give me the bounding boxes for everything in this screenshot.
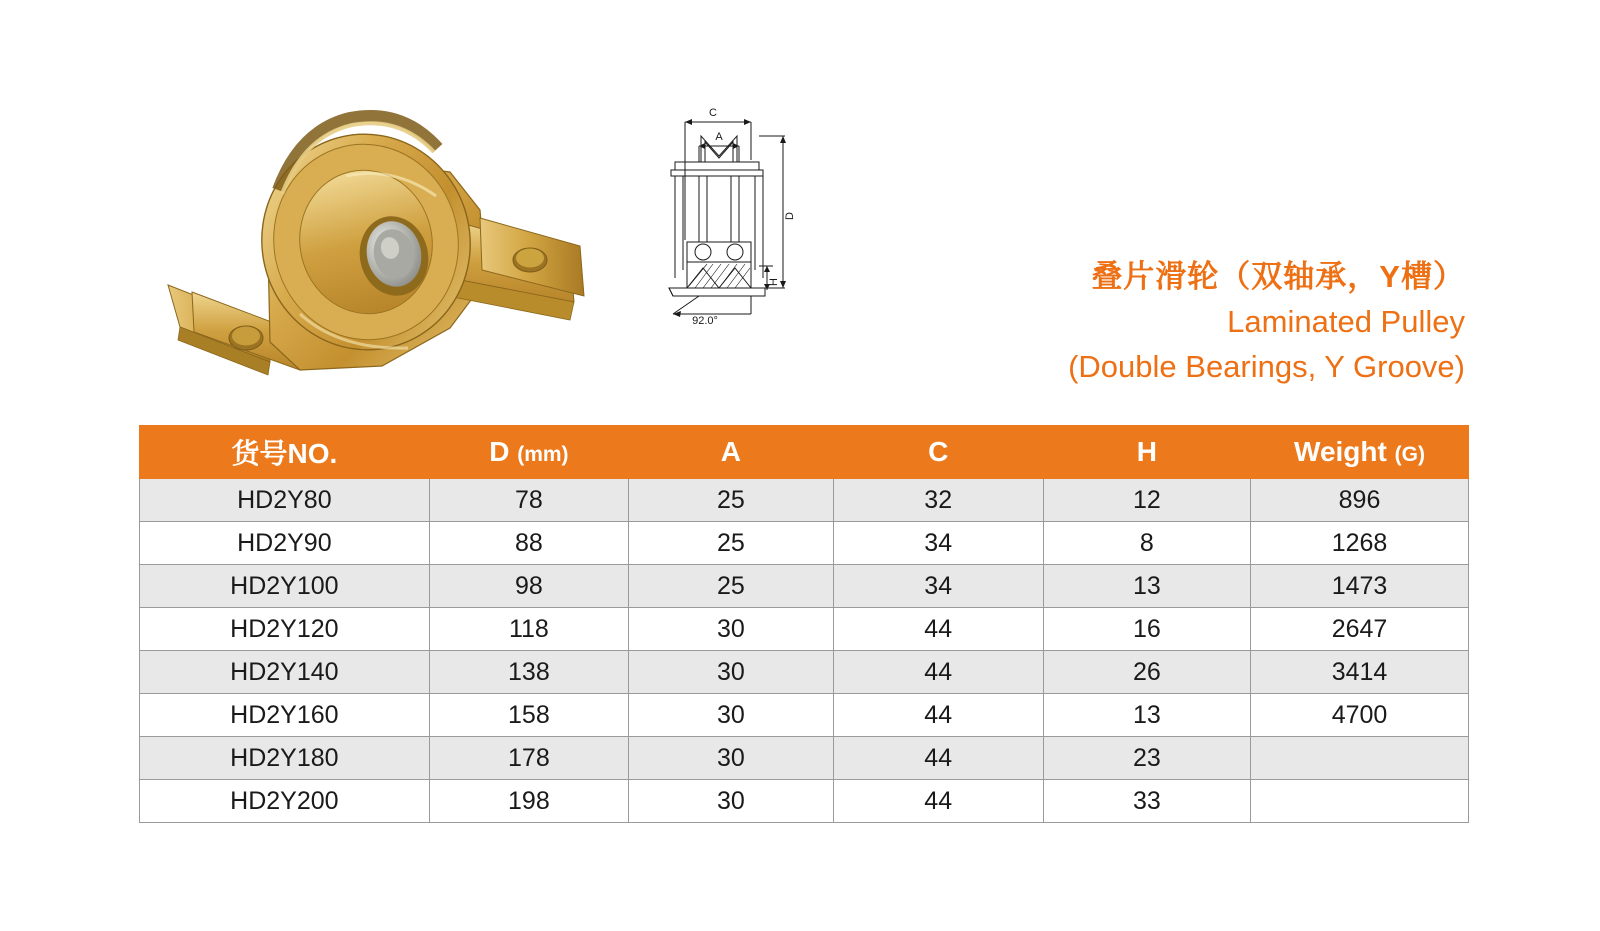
column-header-c xyxy=(833,426,1043,479)
table-row xyxy=(140,737,1469,780)
cell-weight: 3414 xyxy=(1251,651,1469,694)
spec-table xyxy=(139,425,1469,823)
column-header-d xyxy=(429,426,628,479)
drawing-label-a: A xyxy=(715,131,723,143)
drawing-label-c: C xyxy=(709,107,717,119)
cell-h: 12 xyxy=(1043,479,1250,522)
technical-drawing xyxy=(655,100,815,400)
cell-h: 26 xyxy=(1043,651,1250,694)
table-row xyxy=(140,651,1469,694)
column-header-c-label: C xyxy=(928,436,949,467)
cell-c: 44 xyxy=(833,608,1043,651)
column-header-h xyxy=(1043,426,1250,479)
cell-weight: 2647 xyxy=(1251,608,1469,651)
cell-no: HD2Y100 xyxy=(140,565,430,608)
cell-c: 44 xyxy=(833,651,1043,694)
cell-no: HD2Y90 xyxy=(140,522,430,565)
cell-weight: 896 xyxy=(1251,479,1469,522)
column-header-weight-label: Weight xyxy=(1294,436,1387,467)
cell-d: 158 xyxy=(429,694,628,737)
spec-table-wrapper xyxy=(139,425,1469,823)
table-row xyxy=(140,522,1469,565)
cell-c: 32 xyxy=(833,479,1043,522)
cell-h: 13 xyxy=(1043,565,1250,608)
table-row xyxy=(140,565,1469,608)
cell-no: HD2Y160 xyxy=(140,694,430,737)
cell-c: 44 xyxy=(833,780,1043,823)
product-title-en-line1: Laminated Pulley xyxy=(1227,303,1465,339)
product-title-en-line2: (Double Bearings, Y Groove) xyxy=(1068,348,1465,384)
cell-d: 178 xyxy=(429,737,628,780)
cell-a: 25 xyxy=(629,479,834,522)
cell-a: 30 xyxy=(629,608,834,651)
table-row xyxy=(140,479,1469,522)
column-header-weight xyxy=(1251,426,1469,479)
cell-no: HD2Y80 xyxy=(140,479,430,522)
cell-weight: 4700 xyxy=(1251,694,1469,737)
cell-d: 138 xyxy=(429,651,628,694)
cell-h: 23 xyxy=(1043,737,1250,780)
column-header-no xyxy=(140,426,430,479)
cell-h: 33 xyxy=(1043,780,1250,823)
cell-a: 30 xyxy=(629,737,834,780)
cell-a: 30 xyxy=(629,694,834,737)
cell-weight: 1268 xyxy=(1251,522,1469,565)
cell-h: 16 xyxy=(1043,608,1250,651)
cell-d: 118 xyxy=(429,608,628,651)
table-row xyxy=(140,694,1469,737)
cell-a: 25 xyxy=(629,522,834,565)
drawing-label-angle: 92.0° xyxy=(692,315,718,327)
table-row xyxy=(140,608,1469,651)
cell-d: 78 xyxy=(429,479,628,522)
cell-weight xyxy=(1251,737,1469,780)
product-photo xyxy=(150,70,600,390)
column-header-a xyxy=(629,426,834,479)
cell-a: 30 xyxy=(629,780,834,823)
table-row xyxy=(140,780,1469,823)
drawing-label-d: D xyxy=(784,212,796,220)
cell-c: 44 xyxy=(833,694,1043,737)
cell-a: 25 xyxy=(629,565,834,608)
cell-h: 8 xyxy=(1043,522,1250,565)
column-header-h-label: H xyxy=(1136,436,1157,467)
table-header-row xyxy=(140,426,1469,479)
cell-no: HD2Y140 xyxy=(140,651,430,694)
cell-h: 13 xyxy=(1043,694,1250,737)
product-title-cn: 叠片滑轮（双轴承，Y槽） xyxy=(1091,259,1465,294)
cell-d: 198 xyxy=(429,780,628,823)
cell-d: 88 xyxy=(429,522,628,565)
drawing-label-h: H xyxy=(768,278,780,286)
column-header-d-label: D xyxy=(489,436,510,467)
cell-d: 98 xyxy=(429,565,628,608)
cell-c: 44 xyxy=(833,737,1043,780)
cell-c: 34 xyxy=(833,565,1043,608)
column-header-d-unit: (mm) xyxy=(517,443,569,466)
column-header-no-label: 货号NO. xyxy=(231,438,338,469)
cell-a: 30 xyxy=(629,651,834,694)
cell-no: HD2Y200 xyxy=(140,780,430,823)
cell-c: 34 xyxy=(833,522,1043,565)
cell-weight: 1473 xyxy=(1251,565,1469,608)
cell-weight xyxy=(1251,780,1469,823)
column-header-a-label: A xyxy=(720,436,741,467)
product-title-block xyxy=(1068,255,1465,390)
cell-no: HD2Y120 xyxy=(140,608,430,651)
cell-no: HD2Y180 xyxy=(140,737,430,780)
column-header-weight-unit: (G) xyxy=(1394,443,1425,466)
